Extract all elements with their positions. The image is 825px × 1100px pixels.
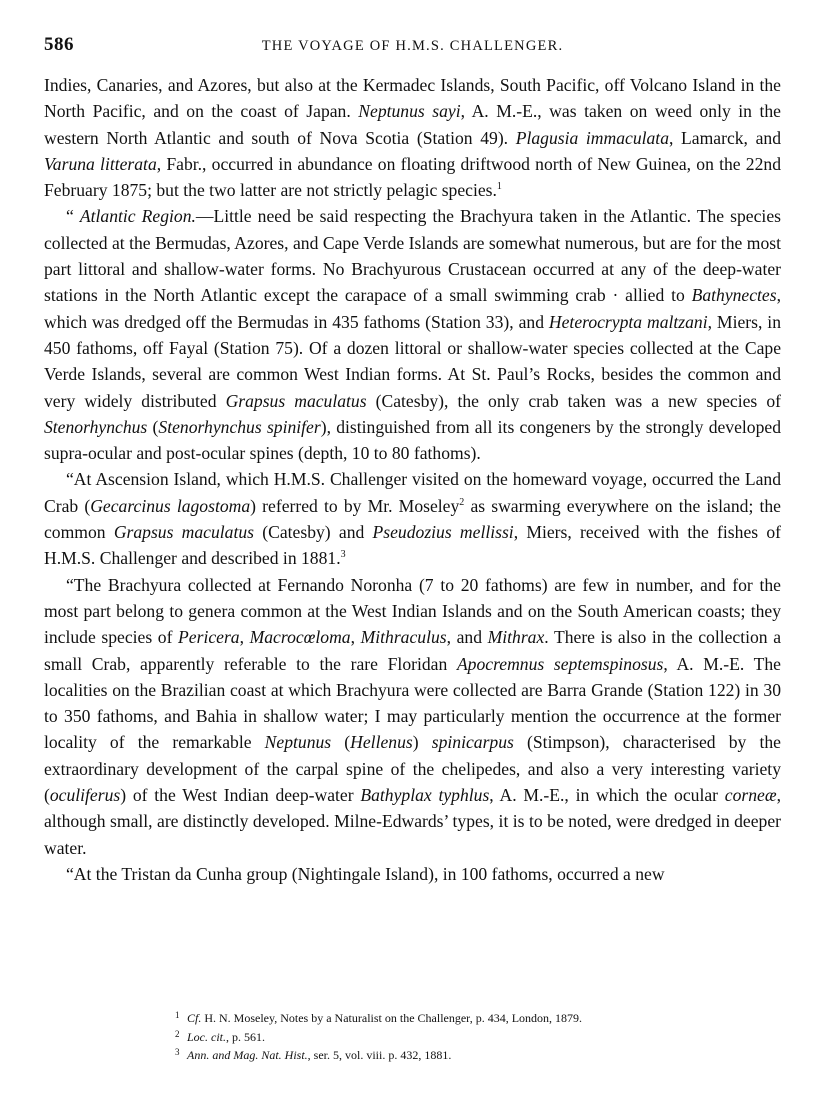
italic-text: Pericera (178, 627, 240, 648)
text-run: , (350, 627, 361, 648)
text-run: ) referred to by Mr. Moseley (250, 495, 460, 516)
text-run: , Miers, in 450 fathoms, off Fayal (Station 75). Of a dozen littoral or shallow-water species collected at the Cape Verde Islands, several are common West Indian forms. At St. Paul’s Rocks, besides the common and very widely distributed (44, 311, 781, 411)
italic-text: Varuna litterata (44, 153, 157, 174)
italic-text: Stenorhynchus spinifer (158, 416, 321, 437)
text-run: , and (446, 627, 488, 648)
text-run: , Fabr., occurred in abundance on floating driftwood north of New Guinea, on the 22nd February 1875; but the two latter are not strictly pelagic species. (44, 153, 781, 201)
italic-text: Grapsus maculatus (225, 390, 367, 411)
text-run: (Catesby) and (254, 522, 373, 543)
text-run: , p. 561. (226, 1029, 265, 1044)
italic-text: Macrocœloma (249, 627, 351, 648)
italic-text: Loc. cit. (187, 1029, 226, 1044)
italic-text: Bathynectes (691, 285, 777, 306)
italic-text: oculiferus (49, 785, 121, 806)
text-run: (Catesby), the only crab taken was a new species of (366, 390, 781, 411)
footnote (175, 1027, 775, 1046)
footnote-number: 1 (175, 1010, 180, 1020)
text-run: —Little need be said respecting the Brachyura taken in the Atlantic. The species collected at the Bermudas, Azores, and Cape Verde Islands are somewhat numerous, but are for the most part littoral and shallow-water forms. No Brachyurous Crustacean occurred at any of the deep-water stations in the North Atlantic except the carapace of a small swimming crab · allied to (44, 206, 781, 306)
paragraph (44, 466, 781, 571)
text-run: , although small, are distinctly developed. Milne-Edwards’ types, it is to be noted, were dredged in deeper water. (44, 785, 781, 858)
text-run: , which was dredged off the Bermudas in 435 fathoms (Station 33), and (44, 285, 781, 332)
footnote (175, 1008, 775, 1027)
paragraph (44, 572, 781, 861)
italic-text: Plagusia immaculata (515, 127, 669, 148)
italic-text: Atlantic Region. (79, 206, 196, 227)
footnote-ref: 2 (459, 496, 465, 508)
text-run: , A. M.-E., was taken on weed only in the western North Atlantic and south of Nova Scotia (Station 49). (44, 101, 781, 148)
text-run: . There is also in the collection a small Crab, apparently referable to the rare Floridan (44, 627, 782, 674)
italic-text: Ann. and Mag. Nat. Hist. (187, 1048, 308, 1062)
paragraph (44, 72, 781, 203)
text-run: “The Brachyura collected at Fernando Noronha (7 to 20 fathoms) are few in number, and for the most part belong to genera common at the West Indian Islands and on the South American coasts; they include species of (44, 574, 781, 648)
footnote-number: 3 (175, 1047, 180, 1057)
italic-text: Neptunus sayi (358, 101, 461, 122)
text-run: ), distinguished from all its congeners by the strongly developed supra-ocular and post-ocular spines (depth, 10 to 80 fathoms). (44, 416, 781, 464)
footnote-number: 2 (175, 1028, 180, 1039)
page-number: 586 (44, 34, 74, 55)
italic-text: Pseudozius mellissi (372, 522, 514, 543)
text-run: “At Ascension Island, which H.M.S. Challenger visited on the homeward voyage, occurred the Land Crab ( (44, 469, 781, 516)
text-run: as swarming everywhere on the island; the common (44, 495, 781, 543)
italic-text: Stenorhynchus (44, 416, 148, 437)
italic-text: Mithrax (487, 627, 545, 648)
text-run: , Lamarck, and (669, 127, 781, 148)
text-run: , ser. 5, vol. viii. p. 432, 1881. (307, 1048, 452, 1062)
text-run: , Miers, received with the fishes of H.M.S. Challenger and described in 1881. (44, 522, 781, 569)
text-run: ) (412, 732, 432, 753)
text-run: (Stimpson), characterised by the extraordinary development of the carpal spine of the chelipedes, and also a very interesting variety ( (44, 732, 781, 806)
paragraph (44, 203, 781, 466)
text-run: H. N. Moseley, Notes by a Naturalist on the Challenger, p. 434, London, 1879. (201, 1011, 583, 1025)
footnote-ref: 3 (340, 549, 346, 561)
italic-text: Bathyplax typhlus (360, 785, 490, 806)
text-run: , (239, 627, 250, 648)
text-run: ( (147, 416, 159, 437)
body-text (44, 72, 781, 887)
text-run: ( (331, 732, 351, 753)
footnote-ref: 1 (496, 181, 502, 193)
footnotes (175, 1008, 775, 1064)
italic-text: corneæ (724, 785, 777, 806)
running-title: THE VOYAGE OF H.M.S. CHALLENGER. (261, 38, 564, 54)
page-header (44, 26, 781, 62)
text-run: “ (66, 206, 80, 227)
italic-text: Gecarcinus lagostoma (90, 495, 251, 516)
text-run: , A. M.-E., in which the ocular (489, 785, 725, 806)
paragraph (44, 861, 781, 887)
italic-text: spinicarpus (431, 732, 514, 753)
italic-text: Heterocrypta maltzani (548, 311, 708, 332)
italic-text: Apocremnus septemspinosus (456, 653, 664, 674)
italic-text: Hellenus (350, 732, 413, 753)
text-run: “At the Tristan da Cunha group (Nightingale Island), in 100 fathoms, occurred a new (66, 863, 665, 884)
footnote (175, 1045, 775, 1064)
text-run: Indies, Canaries, and Azores, but also at the Kermadec Islands, South Pacific, off Volcano Island in the North Pacific, and on the coast of Japan. (44, 75, 781, 122)
italic-text: Mithraculus (360, 627, 447, 648)
italic-text: Grapsus maculatus (113, 522, 255, 543)
text-run: , A. M.-E. The localities on the Brazilian coast at which Brachyura were collected are Barra Grande (Station 122) in 30 to 350 fathoms, and Bahia in shallow water; I may particularly mention the occurrence at the former locality of the remarkable (44, 653, 781, 753)
page (44, 26, 781, 887)
text-run: ) of the West Indian deep-water (120, 785, 361, 806)
italic-text: Cf. (187, 1011, 202, 1025)
italic-text: Neptunus (264, 732, 332, 753)
